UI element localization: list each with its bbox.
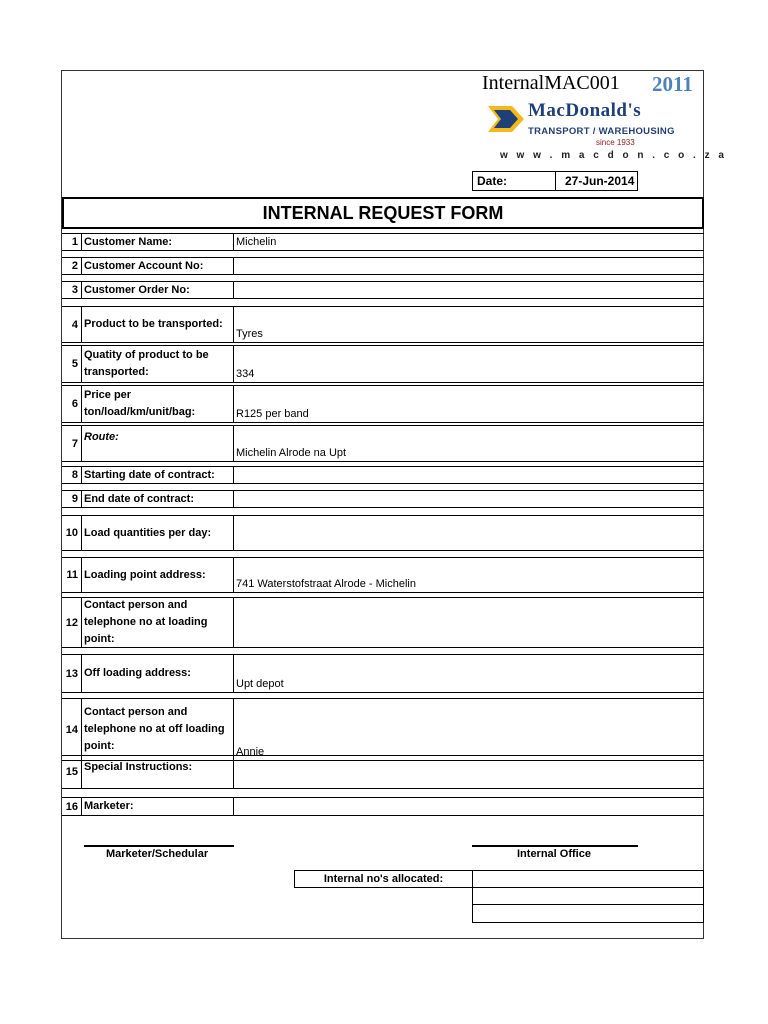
arrow-logo-icon (486, 102, 526, 136)
logo-name: MacDonald's (528, 100, 642, 121)
document-id: InternalMAC001 (482, 72, 620, 94)
form-row-2 (62, 257, 704, 275)
row-label: Marketer: (82, 798, 234, 815)
logo-subtitle: TRANSPORT / WAREHOUSING (528, 126, 675, 137)
office-signature-line[interactable] (472, 845, 638, 847)
marketer-signature-line[interactable] (84, 845, 234, 847)
allocated-cell-3[interactable] (473, 905, 703, 922)
row-value-field[interactable] (234, 798, 704, 815)
row-value-field[interactable] (234, 282, 704, 298)
form-row-10 (62, 515, 704, 551)
row-number: 5 (62, 346, 82, 382)
row-value-field[interactable]: 741 Waterstofstraat Alrode - Michelin (236, 578, 416, 590)
date-label: Date: (477, 174, 508, 188)
row-label: Off loading address: (82, 655, 234, 692)
document-year: 2011 (652, 72, 693, 96)
row-number: 4 (62, 307, 82, 342)
allocated-label: Internal no's allocated: (294, 870, 473, 888)
row-label: Contact person and telephone no at loading point: (82, 598, 234, 647)
form-row-6 (62, 385, 704, 423)
row-label: Route: (82, 426, 234, 461)
row-value-field[interactable]: Michelin Alrode na Upt (236, 447, 347, 459)
form-row-11 (62, 557, 704, 593)
allocated-grid (472, 870, 704, 923)
form-row-3 (62, 281, 704, 299)
date-field (472, 171, 638, 191)
row-number: 6 (62, 386, 82, 422)
row-number: 10 (62, 516, 82, 550)
row-value-field[interactable]: 334 (236, 368, 255, 380)
form-row-7 (62, 425, 704, 462)
row-value-field[interactable] (234, 467, 704, 483)
row-number: 8 (62, 467, 82, 483)
form-row-13 (62, 654, 704, 693)
logo-url: w w w . m a c d o n . c o . z a (500, 150, 727, 161)
row-label: Customer Order No: (82, 282, 234, 298)
row-number: 14 (62, 699, 82, 760)
row-label: Customer Account No: (82, 258, 234, 274)
row-label: Loading point address: (82, 558, 234, 592)
row-value-field[interactable]: Upt depot (236, 678, 284, 690)
row-label: Special Instructions: (82, 756, 234, 788)
allocated-cell-1[interactable] (473, 871, 703, 888)
row-number: 9 (62, 491, 82, 507)
row-label: Quatity of product to be transported: (82, 346, 234, 382)
form-row-12 (62, 597, 704, 648)
form-title: INTERNAL REQUEST FORM (62, 197, 704, 229)
row-number: 11 (62, 558, 82, 592)
row-label: Price per ton/load/km/unit/bag: (82, 386, 234, 422)
row-value-field[interactable]: Michelin (236, 236, 277, 248)
row-value-field[interactable] (234, 516, 704, 550)
row-number: 13 (62, 655, 82, 692)
form-row-1 (62, 233, 704, 251)
form-row-5 (62, 345, 704, 383)
row-number: 7 (62, 426, 82, 461)
row-value-field[interactable]: R125 per band (236, 408, 309, 420)
row-label: Contact person and telephone no at off loading point: (82, 699, 234, 760)
row-label: Starting date of contract: (82, 467, 234, 483)
date-divider (555, 172, 556, 190)
row-number: 1 (62, 234, 82, 250)
form-row-16 (62, 797, 704, 816)
form-row-14 (62, 698, 704, 761)
row-value-field[interactable]: Tyres (236, 328, 263, 340)
row-value-field[interactable]: Annie (236, 746, 265, 758)
row-label: Load quantities per day: (82, 516, 234, 550)
row-number: 3 (62, 282, 82, 298)
office-label: Internal Office (517, 848, 591, 860)
row-number: 16 (62, 798, 82, 815)
form-row-8 (62, 466, 704, 484)
row-value-field[interactable] (234, 598, 704, 647)
row-value-field[interactable] (234, 258, 704, 274)
row-value-field[interactable] (234, 491, 704, 507)
row-label: Customer Name: (82, 234, 234, 250)
row-number: 2 (62, 258, 82, 274)
company-logo (486, 100, 727, 166)
row-value-field[interactable] (234, 756, 704, 788)
date-value[interactable]: 27-Jun-2014 (565, 174, 635, 188)
form-row-4 (62, 306, 704, 343)
allocated-cell-2[interactable] (473, 888, 703, 905)
form-row-15 (62, 755, 704, 789)
row-label: End date of contract: (82, 491, 234, 507)
form-row-9 (62, 490, 704, 508)
logo-since: since 1933 (596, 138, 635, 147)
row-label: Product to be transported: (82, 307, 234, 342)
marketer-label: Marketer/Schedular (106, 848, 209, 860)
row-number: 12 (62, 598, 82, 647)
row-number: 15 (62, 756, 82, 788)
